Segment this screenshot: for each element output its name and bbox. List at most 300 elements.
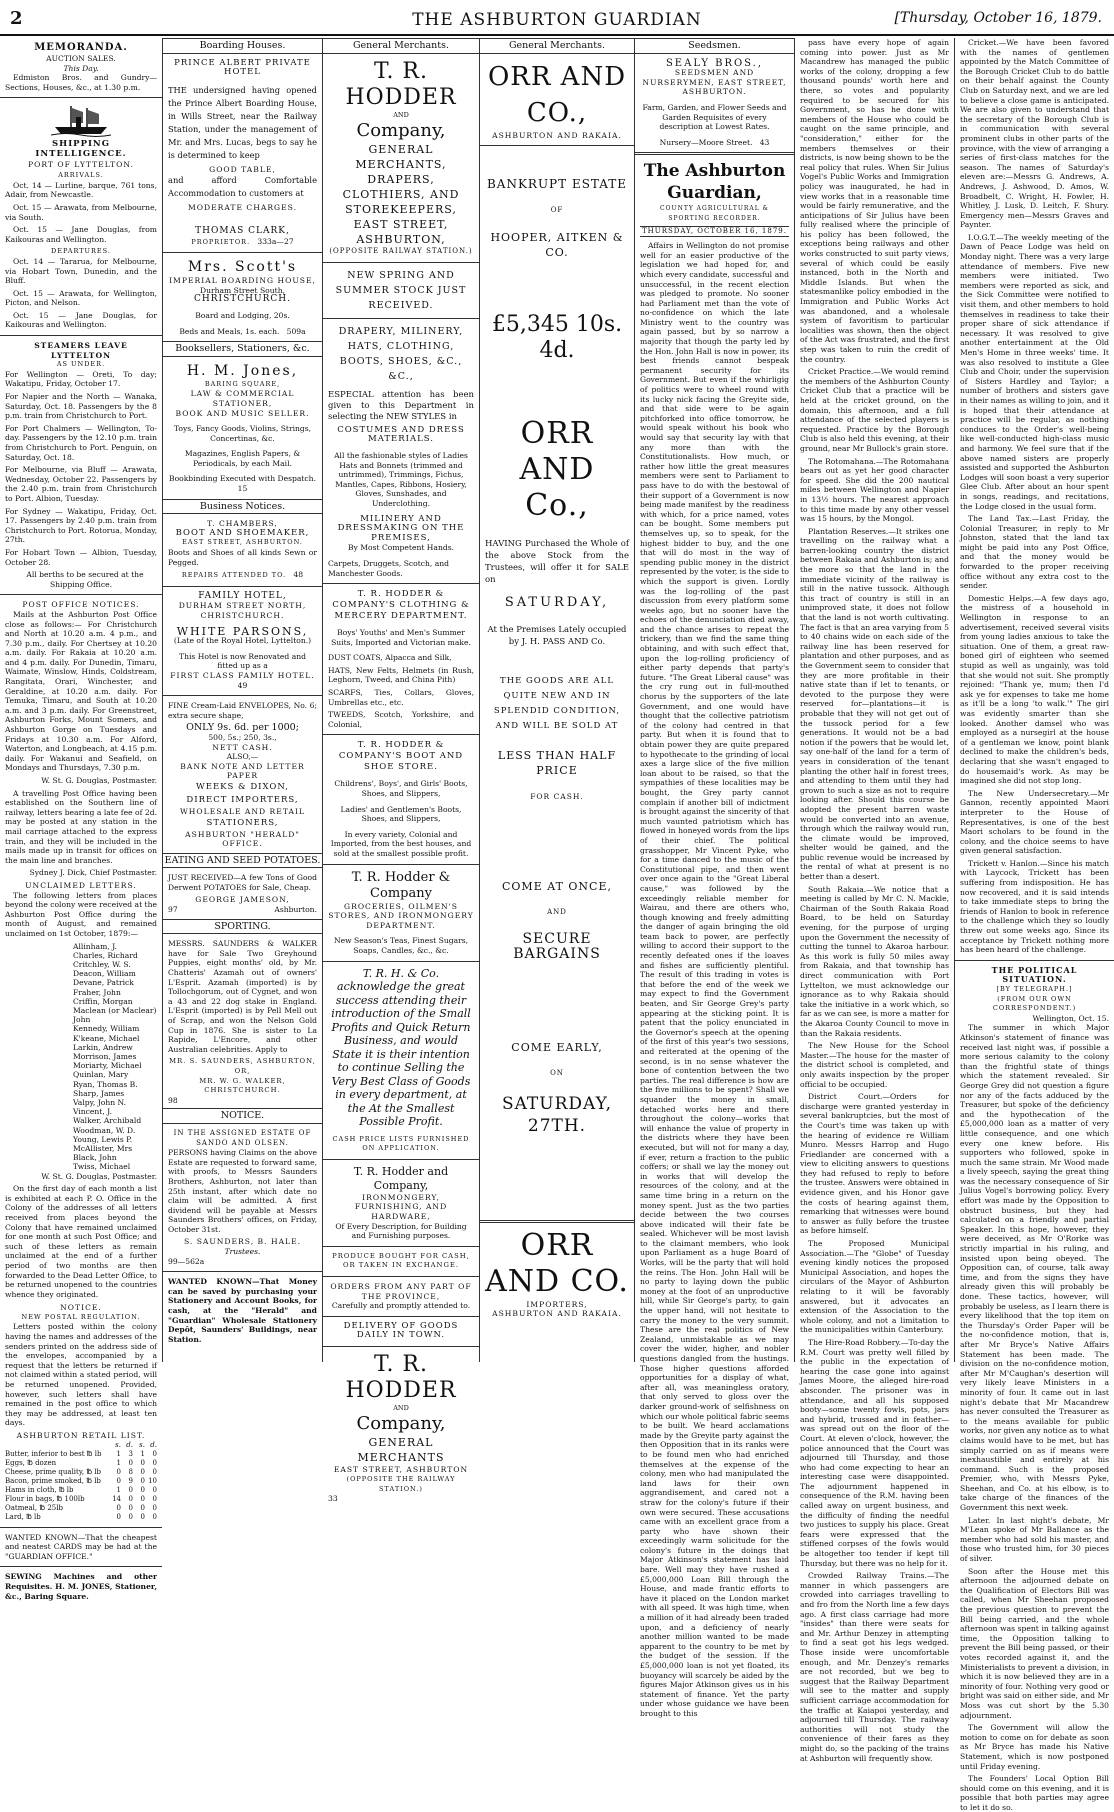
retail-value: 1 (116, 1458, 121, 1467)
retail-value: 0 (140, 1494, 145, 1503)
retail-value: 0 (128, 1503, 133, 1512)
retail-value: 1 (140, 1449, 145, 1458)
retail-item: Bacon, prime smoked, ℔ lb (5, 1476, 101, 1485)
this-day: This Day. (63, 63, 99, 73)
notice-sub: NEW POSTAL REGULATION. (21, 1312, 141, 1321)
milinery-sub: By Most Competent Hands. (347, 543, 455, 553)
arrival-item: Oct. 14 — Lurline, barque, 761 tons, Adair, from Newcastle. (5, 180, 157, 200)
delivery: DELIVERY OF GOODS DAILY IN TOWN. (343, 1320, 459, 1341)
retail-value: 0 (128, 1494, 133, 1503)
unclaimed-name: Ryan, Thomas B. (73, 1079, 138, 1089)
column-1 (0, 38, 163, 1601)
news-paragraph: The Land Tax.—Last Friday, the Colonial Treasurer, in reply to Mr Johnston, stated that the land tax might be paid into any Post Office, and that the money would be forwarded to the proper receiving office without any extra cost to the sender. (960, 514, 1109, 591)
premises: At the Premises Lately occupied by J. H. PASS AND Co. (487, 624, 627, 647)
steamer-item: For Napier and the North — Wanaka, Saturday, Oct. 18. Passengers by the 8 p.m. train from Christchurch to Port. (5, 392, 157, 421)
every-desc: Of Every Description, for Building and Furnishing purposes. (335, 1221, 467, 1241)
ad-ref: 99—562a (168, 1256, 205, 1266)
of-label: OF (550, 206, 564, 215)
retail-row (5, 1495, 157, 1504)
leading-article-continued: pass have every hope of again coming into power. Just as Mr Macandrew has managed the public works of the colony, dropping a few thousand pounds' worth here and there, so votes and popularity required to be secured for his Government, so has he done with members of the House who could be caught on the same principle, and "consideration," either for the members themselves or their districts, is now being shown to be the real policy that rules. When Sir Julius Vogel's Public Works and Immigration policy was inaugurated, he had in view works that in a reasonable time would be fairly remunerative, and the anticipations of Sir Julius have been fully realised where the principle of his policy has been followed, the exceptions being railways and other works constructed to suit party views, several of which could be easily instanced, both in the North and Middle Islands. But when the statesmanlike policy embodied in the Immigration and Public Works Act was abandoned, and a wholesale system of favoritism to particular localities was shown, then the object of the Act was frustrated, and the first step was taken to ruin the credit of the country. (800, 38, 949, 364)
steamer-item: For Wellington — Oreti, To day; Wakatipu, Friday, October 17. (5, 369, 157, 389)
retail-value: 14 (112, 1494, 121, 1503)
news-paragraph: The Hire-Road Robbery.—To-day the R.M. Court was pretty well filled by the public in the expectation of hearing the case gone into against James Moore, the alleged hire-road absconder. The prisoner was in attendance, and all his supposed booty—some twenty fowls, pots, jars and hybrid, trussed and in feather—was spread out on the floor of the Court. At eleven o'clock, however, the police announced that the Court was adjourned till Thursday, and those who had come expecting to hear an interesting case were disappointed. The adjournment happened in consequence of the R.M. having been called away on urgent business, and the difficulty of finding the needful two justices to supply his place. Great fears were expressed that the stiffened corpses of the fowls would be altogether too tender if kept till Thursday, but there was no help for it. (800, 1337, 949, 1568)
departure-item: Oct. 14 — Tararua, for Melbourne, via Hobart Town, Dunedin, and the Bluff. (5, 256, 157, 286)
potato-text: JUST RECEIVED—A few Tons of Good Derwent POTATOES for Sale, Cheap. (168, 873, 317, 892)
seedsmen: SEEDSMEN AND NURSERYMEN, EAST STREET, ASHBURTON. (642, 68, 787, 97)
produce: PRODUCE BOUGHT FOR CASH, OR TAKEN IN EXCHANGE. (332, 1251, 470, 1270)
unclaimed-name: K'keane, Michael (73, 1033, 140, 1043)
jameson-name: GEORGE JAMESON, (195, 895, 290, 905)
hodder-company-2: T. R. Hodder and Company, (353, 1164, 449, 1192)
retail-item: Lard, ℔ lb (5, 1512, 41, 1521)
steamer-item: For Sydney — Wakatipu, Friday, Oct. 17. Passengers by 2.40 p.m. train from Christchurch to Port. Rotorua, Monday, 27th. (5, 506, 157, 545)
footer-company: Company, (356, 1413, 446, 1435)
scott-city: CHRISTCHURCH. (194, 294, 291, 305)
orr-title-2: ORR AND Co., (519, 415, 595, 523)
column-subheading: NOTICE. (163, 1108, 322, 1124)
footer-street: EAST STREET, ASHBURTON (333, 1465, 469, 1475)
column-heading: Seedsmen. (635, 38, 794, 54)
retail-row (5, 1504, 157, 1513)
jameson-place: Ashburton. (274, 905, 317, 915)
jones-toys: Toys, Fancy Goods, Violins, Strings, Concertinas, &c. (173, 424, 312, 443)
wanted-known-money: WANTED KNOWN—That Money can be saved by purchasing your Stationery and Account Books, for cash, at the "Herald" and "Guardian" Wholesale Stationery Depôt, Saunders' Buildings, near Station. (168, 1277, 317, 1344)
news-paragraph: Cricket.—We have been favored with the names of gentlemen appointed by the Match Committee of the Borough Cricket Club to do battle on their behalf against the County Club on Saturday next, and we are led to believe a close game is anticipated. We are also given to understand that the secretary of the Borough Club is in communication with several prominent clubs in other parts of the province, with the view of arranging a series of first-class matches for the season. The names of Saturday's eleven are:—Messrs G. Andrews, A. Andrews, J. Ashwood, D. Amos, W. Broadbelt, C. Wright, H. Fowler, H. Whitley, J. Lusk, D. Leitch, F. Shury. Emergency men—Messrs Graves and Paynter. (960, 38, 1109, 230)
retail-item: Flour in bags, ℔ 100lb (5, 1494, 85, 1503)
retail-value: 8 (128, 1467, 133, 1476)
unclaimed-name: Fraher, John (73, 987, 121, 997)
political-sub: [BY TELEGRAPH.] (996, 985, 1073, 993)
unclaimed-sign: W. St. G. Douglas, Postmaster. (41, 1171, 157, 1181)
news-paragraph: Cricket Practice.—We would remind the members of the Ashburton County Cricket Club that a practice will be held at the cricket ground, on the domain, this afternoon, and a full attendance of the selected players is requested. Practice by the Borough Club is also held this evening, at their ground, near Mr Bullock's grain store. (800, 367, 949, 453)
drapery: DRAPERY, MILINERY, HATS, CLOTHING, BOOTS, SHOES, &C., &C., (338, 325, 464, 382)
retail-value: 9 (128, 1476, 133, 1485)
unclaimed-name: Criffin, Morgan (73, 996, 133, 1006)
ad-ref: 98 (168, 1095, 178, 1105)
steamer-item: For Port Chalmers — Wellington, To-day. Passengers by the 12.10 p.m. train from Christchurch to Port. Penguin, on Saturday, Oct. 18. (5, 423, 157, 462)
wanted-known-cards: WANTED KNOWN—That the cheapest and neatest CARDS may be had at the "GUARDIAN OFFICE." (5, 1532, 157, 1561)
news-paragraph: Domestic Helps.—A few days ago, the mistress of a household in Wellington in response to an advertisement, received several visits from young ladies anxious to take the situation. One of them, a great raw-boned girl of eighteen who seemed stupid as well as ungainly, was told that she would not suit. She promptly rejoined: "Thank ye, mum; then I'd ask ye for expenses to take me home as it'll be a long 'to walk.'" The girl was evidently smarter than she looked. Another damsel who was employed as a nursegirl at the house of a gentleman we know, point blank declined to make the children's beds, declaring that she wasn't engaged to do housemaid's work. As may be imagined she did not stop long. (960, 593, 1109, 786)
news-paragraph: South Rakaia.—We notice that a meeting is called by Mr C. N. Mackle, Chairman of the South Rakaia Road Board, to be held on Saturday evening, for the purpose of urging upon the Government the necessity of cutting the tunnel to Akaroa harbour. As this work is fully 50 miles away from Rakaia, and that township has direct communication with Port Lyttelton, we must acknowledge our ignorance as to why Rakaia should take the initiative in a work which, so far as we can see, is more a matter for the Akaroa County Council to move in than the Rakaia residents. (800, 884, 949, 1038)
unclaimed-name: Walker, Archibald (73, 1116, 142, 1126)
unclaimed-name: McAllister, Mrs (73, 1143, 133, 1153)
clothing-item: HATS, New Felts, Helmets (in Rush, Leghorn, Tweed, and China Pith) (328, 665, 474, 685)
political-paragraph: The Founders' Local Option Bill should come on this evening, and it is possible that both parties may agree to let it do so. (960, 1774, 1109, 1812)
column-7 (955, 38, 1114, 1812)
new-spring: NEW SPRING AND SUMMER STOCK JUST RECEIVED. (335, 269, 467, 311)
also: ALSO,— (226, 752, 259, 762)
retail-row (5, 1468, 157, 1477)
unclaimed-name: Twiss, Michael (73, 1162, 131, 1172)
jones-mags: Magazines, English Papers, & Periodicals, by each Mail. (184, 449, 301, 468)
unclaimed-name: Allinham, J. (73, 941, 117, 951)
nursery: Nursery—Moore Street. (659, 137, 753, 147)
retail-value: 0 (140, 1503, 145, 1512)
unclaimed-text-2: On the first day of each month a list is exhibited at each P. O. Office in the Colony of the addresses of all letters received from places beyond the Colony that have remained unclaimed for one month at such Post Office; and such of these letters as remain unclaimed at the end of a further period of two months are then forwarded to the Dead Letter Office, to be returned unopened to the countries whence they originated. (5, 1184, 157, 1299)
unclaimed-name: Larkin, Andrew (73, 1042, 133, 1052)
retail-value: 0 (152, 1485, 157, 1494)
family-title: FAMILY HOTEL, (198, 590, 287, 601)
saturday: SATURDAY, (504, 594, 610, 610)
clothing-text: Boys' Youths' and Men's Summer Suits, Imported and Victorian make. (331, 628, 471, 647)
unclaimed-title: UNCLAIMED LETTERS. (25, 880, 137, 890)
ad-ref: 333a—27 (257, 236, 294, 246)
jones-binding: Bookbinding Executed with Despatch. (168, 474, 316, 484)
scott-street: Durham Street South, (200, 285, 285, 295)
auction-text: Edmiston Bros. and Gundry—Sections, Houses, &c., at 1.30 p.m. (5, 73, 157, 92)
come-early: COME EARLY, (511, 1040, 603, 1054)
boot-text-2: Ladies' and Gentlemen's Boots, Shoes, and Slippers, (340, 804, 462, 824)
retail-value: 0 (152, 1503, 157, 1512)
east-street: EAST STREET, ASHBURTON, (353, 218, 449, 247)
scott-board: Board and Lodging, 20s. (195, 310, 290, 320)
good-table: GOOD TABLE, (209, 164, 276, 174)
retail-value: 0 (152, 1449, 157, 1458)
hodder-company: T. R. Hodder & Company (351, 869, 451, 901)
estate-amount: £5,345 10s. 4d. (491, 311, 623, 363)
on-label: ON (550, 1068, 564, 1077)
paper-sub: COUNTY AGRICULTURAL & SPORTING RECORDER. (660, 205, 769, 222)
chambers-repairs: REPAIRS ATTENDED TO. (181, 571, 287, 580)
jones-law: LAW & COMMERCIAL STATIONER, (190, 389, 295, 408)
storekeepers: STOREKEEPERS, (345, 203, 457, 217)
steamers-note: All berths to be secured at the Shipping Office. (26, 570, 144, 589)
retail-item: Eggs, ℔ dozen (5, 1458, 57, 1467)
chambers-trade: BOOT AND SHOEMAKER, (175, 527, 310, 538)
fashionable-text: All the fashionable styles of Ladies Hats and Bonnets (trimmed and untrimmed), Trimmings, Fichus, Mantles, Capes, Ribbons, Hosiery, Gloves, Sunshades, and Underclothing. (334, 450, 468, 508)
hodder-name: T. R. HODDER (345, 58, 457, 110)
column-subheading: Booksellers, Stationers, &c. (163, 341, 322, 357)
clothing-item: DUST COATS, Alpacca and Silk, (328, 653, 452, 663)
issue-date: [Thursday, October 16, 1879. (894, 10, 1102, 26)
political-title: THE POLITICAL SITUATION. (991, 964, 1078, 985)
chambers-name: T. CHAMBERS, (207, 519, 278, 529)
auction-title: AUCTION SALES. (46, 54, 116, 63)
retail-row (5, 1459, 157, 1468)
masthead (0, 0, 1114, 36)
column-3 (323, 38, 480, 1504)
ad-ref: 97 (168, 905, 178, 915)
news-paragraph: Crowded Railway Trains.—The manner in which passengers are crowded into carriages travelling to and fro from the North line a few days ago. A first class carriage had more "insides" than there were seats for and Mr. Arthur Denzey in attempting to find a seat got his legs wedged. Those inside were uncomfortable enough, and Mr. Denzey's remarks are not recorded, but we beg to suggest that the Railway Department will see to the matter and supply sufficient carriage accommodation for the traffic at Kaiapoi yesterday, and adjourned till Thursday. The railway authorities will not study the convenience of their fares as they might do, so the packing of the trains at Ashburton will frequently show. (800, 1571, 949, 1763)
unclaimed-name: Charles, Richard (73, 950, 138, 960)
footer-hodder: T. R. HODDER (345, 1351, 457, 1403)
milinery: MILINERY AND DRESSMAKING ON THE PREMISES, (337, 513, 465, 543)
jones-book: BOOK AND MUSIC SELLER. (175, 408, 310, 418)
retail-value: 0 (152, 1458, 157, 1467)
retail-item: Butter, inferior to best ℔ lb (5, 1449, 102, 1458)
prince-albert-text-2: and afford Comfortable Accommodation to customers at (168, 175, 317, 199)
retail-item: Cheese, prime quality, ℔ lb (5, 1467, 102, 1476)
column-subheading: EATING AND SEED POTATOES. (163, 853, 322, 869)
scott-title: Mrs. Scott's (187, 259, 298, 276)
saturday-27th: SATURDAY, 27TH. (501, 1093, 613, 1136)
political-paragraph: Soon after the House met this afternoon the adjourned debate on the Qualification of Electors Bill was called, when Mr Sheehan proposed the previous question to prevent the Bill being carried, and the whole afternoon was spent in talking against time, the Opposition talking to prevent the Bill being passed, or their votes recorded against it, and the Ministerialists to prevent a division, in which it is now believed they are in a minority of four. Nothing very good or bright was said on either side, and Mr Moss was cut short by the 5.30 adjournment. (960, 1566, 1109, 1720)
chambers-text: Boots and Shoes of all kinds Sewn or Pegged. (168, 548, 317, 567)
for-cash: FOR CASH. (530, 791, 584, 801)
drapers: DRAPERS, CLOTHIERS, AND (342, 173, 460, 202)
prince-albert-text: THE undersigned having opened the Prince Albert Boarding House, in Wills Street, near the Railway Station, under the management of Mr. and Mrs. Lucas, begs to say he is determined to keep (168, 84, 317, 160)
political-dateline: Wellington, Oct. 15. (1032, 1013, 1109, 1023)
proprietor-label: PROPRIETOR. (191, 237, 251, 246)
prince-albert-title: PRINCE ALBERT PRIVATE HOTEL (174, 57, 311, 78)
news-paragraph: I.O.G.T.—The weekly meeting of the Dawn of Peace Lodge was held on Monday night. There was a very large attendance of members. Five new members were initiated. Two members were reported as sick, and the Sick Committee were notified to visit them, and other members to hold themselves in readiness to take their proper share of sick attendance if necessary. It was resolved to give another entertainment at the Old Men's Home in three weeks' time. It was also resolved to institute a Glee Club and Choir, under the supervision of Sisters Hardley and Taylor; a number of brothers and sisters gave in their names as willing to join, and it is hoped that their attendance at practice will be regular, as nothing conduces to the Order's well-being like well-conducted high-class music and harmony. We feel sure that if the above named sisters are properly assisted and supported the Ashburton Lodges will soon boast a very superior Glee Club. After about an hour spent in songs, readings, and recitations, the Lodge closed in the usual form. (960, 232, 1109, 511)
retail-value: 0 (116, 1503, 121, 1512)
ad-ref: 15 (237, 484, 248, 494)
column-6 (795, 38, 955, 1763)
retail-col-head: d. (150, 1440, 157, 1449)
boot-title: T. R. HODDER & COMPANY'S BOOT AND SHOE STORE. (338, 740, 464, 773)
departure-item: Oct. 15 — Arawata, for Wellington, Picton, and Nelson. (5, 288, 157, 308)
unclaimed-name: Kennedy, William (73, 1024, 140, 1034)
having-purchased: HAVING Purchased the Whole of the above Stock from the Trustees, will offer it for SALE on (485, 538, 629, 585)
leading-article: Affairs in Wellington do not promise well for an easier productive of the legislation we had hoped for, and which every candidate, successful and unsuccessful, in the recent election was pledged to promote. No sooner had Parliament met than the vote of no-confidence on which the late Ministry went to the country was again passed, but by so narrow a majority that though the party led by the Hon. John Hall is now in power, its best friends cannot bespeak permanent security for its Government. But even if the whirligig of politics were to wheel round with its lucky nick facing the Greyite side, and that side were to be again pitchforked into office tomorrow, he would speak without his book who would say that security lay with that any more than with the Constitutionalists. How much, or rather how little the great measures members were sent to Parliament to pass have to do with the bestowal of their support of a Government is now being made manifest by the readiness with which, for a price named, votes can be bought. Some members put themselves up, so to speak, for the highest bidder to buy, and the one that will do most in the way of spending public money in the district represented by the voter, is the side to which the support is given. Lordly was the log-rolling of the past discussion from every platform some weeks ago, but no sooner have the echoes of the denunciation died away, and the chance arises to repeat the trickery, than we find the same thing obtaining, and with such effect that, upon the log-rolling proficiency of either party depends that party's future. "The Great Liberal cause" was the cry rung out in full-mouthed chorus by the supporters of the late Government, and one would have thought that the collective patriotism of the colony had centred in that party. But when it is found that to obtain power they are quite prepared to hypothecate to the grinding of local axes a large slice of the five million loan about to be raised, so that the sympathies of these localities may be bought, the Grey party cannot complain if another bill of indictment is brought against the sincerity of that much vaunted patriotism which has flowed in honeyed words from the lips of their chief. The political grasshopper, Mr Vincent Pyke, who for a time danced to the music of the Constitutional pipe, and then went over once again to the "Great Liberal cause," was followed by the exceedingly reliable member for Wairau, and there are others who, though knowing and freely admitting the danger of again bringing the old team back to power, are perfectly willing to accord their support to the recently defeated ones if the loaves and fishes are sufficiently plentiful. The result of this trading in votes is that before the end of the week we may expect to find the Government beaten, and Sir George Grey's party appearing at the sticking point. It is patent that the policy enunciated in the Governor's speech at the opening of the first of this year's two sessions, and reiterated at the opening of the second, is in no sense whatever the bone of contention between the two parties. The real difference is how are the five millions to be spent? Shall we squander the money in small, detached works here and there throughout the colony—works that will enhance the value of property in the districts where they have been executed, but will not for many a day, if ever, return a fraction to the public coffers; or shall we lay the money out in works that will develop the resources of the colony, and at the same time bring in a return on the money spent. Just as the two parties decide between the two courses above indicated will their fate be sealed. Whichever will be most lavish to the claimant members, who look upon Parliament as a huge Board of Works, will be the party that will hold the reins. The Hon. John Hall will be no party to laying down the public money at the foot of an unproductive hill, while Sir George's party, to gain the upper hand, will not hesitate to carry the money to the very summit. These are the real politics of New Zealand, unmistakable as we may cover the wider, higher, and nobler questions dangled from the hustings. Those higher questions afforded opportunities for a display of what, after all, was meaningless oratory, that only served to gloss over the darker ground-work of selfishness on which our whole political fabric seems to be built. We heard acclamations made by the Greyite party against the then Opposition that in its ranks were to be found men who had enriched themselves at the expense of the colony, men who had manipulated the land laws for their own aggrandisement, and cared not a straw for the colony's future if their own were secured. These accusations came with an excellent grace from a party who have shown their exceedingly warm solicitude for the colony's future in the doings that Major Atkinson's statement has laid bare. Well may they have rushed a £5,000,000 Loan Bill through the House, and made frantic efforts to have it placed on the London market with all speed. It was high time, when a million of it had already been traded upon, and a deficiency of nearly another million wanted to be made apparent to the country to be met by the budget of the session. If the £5,000,000 loan is not yet floated, its buoyancy will scarcely be aided by the figures Major Atkinson gives us in his statement of finance. Yet the party under whose guidance we have been brought to this (640, 241, 789, 1718)
weeks-dixon: WEEKS & DIXON, (196, 781, 289, 792)
goods-text: THE GOODS ARE ALL QUITE NEW AND IN SPLENDID CONDITION, AND WILL BE SOLD AT (493, 675, 621, 731)
unclaimed-name: Critchley, W. S. (73, 959, 131, 969)
secure-bargains: SECURE BARGAINS (513, 930, 601, 962)
ad-ref: 33 (328, 1494, 338, 1504)
column-heading: General Merchants. (323, 38, 479, 54)
unclaimed-name: Sharp, James (73, 1088, 125, 1098)
ironmongery: IRONMONGERY, FURNISHING, AND HARDWARE, (354, 1192, 448, 1221)
orr-title-3: ORR AND CO. (485, 1227, 629, 1299)
retail-value: 0 (152, 1494, 157, 1503)
footer-opposite: (OPPOSITE THE RAILWAY STATION.) (346, 1475, 456, 1493)
herald-office: ASHBURTON "HERALD" OFFICE. (185, 829, 300, 849)
column-heading: General Merchants. (480, 38, 634, 54)
proprietor-name: THOMAS CLARK, (195, 225, 290, 236)
retail-value: 0 (116, 1512, 121, 1521)
ship-icon (51, 103, 111, 137)
unclaimed-name: Vincent, J. (73, 1107, 113, 1117)
and-label: AND (547, 908, 567, 917)
political-paragraph: Later. In last night's debate, Mr M'Lean spoke of Mr Ballance as the member who had sold his master, and those who trusted him, for 30 pieces of silver. (960, 1515, 1109, 1564)
sporting-sign-2: MR. W. G. WALKER, CHRISTCHURCH. (199, 1076, 286, 1095)
unclaimed-name: Valpy, John N. (73, 1097, 127, 1107)
retail-title: ASHBURTON RETAIL LIST. (16, 1431, 146, 1441)
retail-col-head: s. (115, 1440, 121, 1449)
memoranda-title: MEMORANDA. (34, 42, 128, 53)
less-than-half: LESS THAN HALF PRICE (497, 748, 617, 777)
news-paragraph: District Court.—Orders for discharge were granted yesterday in several bankruptcies, but the most of the Court's time was taken up with the hearing of evidence re William Munro. Messrs Harrop and Hugo Friedlander are concerned with a view to eliciting answers to questions they had refused to reply to before the trustee. Answers were obtained in evidence given, and his Honor gave the costs of hearing against them, remarking that witnesses were bound to answer as fully before the trustee as before himself. (800, 1092, 949, 1236)
carpets: Carpets, Druggets, Scotch, and Manchester Goods. (328, 558, 450, 578)
notice-text: Letters posted within the colony having the names and addresses of the senders printed on the address side of the envelopes, accompanied by a request that the letters be returned if not claimed within a stated period, will be returned unopened. Provided, however, such letters shall have remained in the post office to which they may be addressed, at least ten days. (5, 1322, 157, 1428)
retail-row (5, 1486, 157, 1495)
come-at-once: COME AT ONCE, (502, 880, 612, 894)
post-text-2: A travelling Post Office having been established on the Southern line of railway, letters bearing a late fee of 2d. may be posted at any station in the mail carriage attached to the express train, and they will be included in the mails made up in transit for offices on the main line and branches. (5, 788, 157, 865)
and-label: AND (393, 110, 409, 119)
political-paragraph: The summer in which Major Atkinson's statement of finance was received last night was, if possible a more serious calamity to the colony than the frightful state of things which the statement revealed. Sir George Grey did not question a figure nor any of the facts adduced by the Treasurer, but spoke of the deficiency and the hypothecation of the £5,000,000 loan as a matter of very little consequence, and one which every one knew before. His supporters who followed, spoke in much the same strain. Mr Wood made a lively speech, saying the great thing was the necessary consequence of Sir Julius Vogel's borrowing policy. Every effort was made by the Opposition to obstruct business, but they had calculated on a friendly and partial Speaker. In this hope, however, they were deceived, as Mr O'Rorke was strictly impartial in his ruling, and insisted upon being obeyed. The Opposition can, of course, talk away time, and from the signs they have already given this will probably be done. These tactics, however, will probably be useless, as I learn there is every likelihood that the top item on the Thursday's Order Paper will be the no-confidence motion, that is, after Mr Bryce's Native Affairs Statement has been made. The division on the no-confidence motion, after Mr M'Caughan's desertion will very likely leave Ministers in a minority of four. It came out in last night's debate that Mr Macandrew has never consulted the Treasurer as to the means available for public works, nor given any notice as to what claims would have to be met, but has simply carried on as if means were inexhaustible and entirely at his command. Such is the proposed Premier, who, with Messrs Pyke, Sheehan, and Co. at his elbow, is to take charge of the finances of the Government this next week. (960, 1023, 1109, 1513)
especial-text: ESPECIAL attention has been given to this Department in selecting the NEW STYLES in (328, 389, 474, 422)
political-sub-2: (FROM OUR OWN CORRESPONDENT.) (992, 994, 1077, 1013)
ad-ref: 49 (237, 680, 248, 690)
notice-title: NOTICE. (60, 1303, 102, 1313)
unclaimed-name: Maclean (or Maclear) John (73, 1005, 157, 1025)
teas: New Season's Teas, Finest Sugars, Soaps, Candles, &c., &c. (333, 936, 469, 955)
retail-col-head: d. (126, 1440, 133, 1449)
bankrupt-estate: BANKRUPT ESTATE (486, 177, 628, 192)
retail-row (5, 1513, 157, 1522)
arrival-item: Oct. 15 — Jane Douglas, from Kaikouras and Wellington. (5, 225, 157, 244)
post-sign-2: Sydney J. Dick, Chief Postmaster. (29, 868, 157, 878)
jones-name: H. M. Jones, (186, 362, 299, 379)
news-paragraph: The Rotomahana.—The Rotomahana bears out as yet her good character for speed. She did the 200 nautical miles between Wellington and Napier in 13½ hours. The nearest approach to this time made by any other vessel was 15 hours, by the Mongol. (800, 456, 949, 524)
unclaimed-names (5, 942, 157, 1172)
trustees-label: Trustees. (224, 1247, 261, 1257)
opposite-station: (OPPOSITE RAILWAY STATION.) (329, 247, 473, 256)
notice-text: PERSONS having Claims on the above Estate are requested to forward same, with proofs, to Messrs Saunders Brothers, Ashburton, not later than 25th instant, after which date no claim will be admitted. A first dividend will be payable at Messrs Saunders Brothers' offices, on Friday, October 31st. (168, 1148, 317, 1234)
costumes: COSTUMES AND DRESS MATERIALS. (337, 424, 465, 445)
sporting-sign-1: MR. S. SAUNDERS, ASHBURTON, OR, (169, 1057, 316, 1075)
direct-importers: DIRECT IMPORTERS, (186, 794, 299, 805)
retail-item: Hams in cloth, ℔ lb (5, 1485, 74, 1494)
paper-title: The Ashburton Guardian, (643, 161, 786, 204)
departures-title: DEPARTURES. (51, 247, 111, 256)
retail-item: Oatmeal, ℔ 25lb (5, 1503, 63, 1512)
post-title: POST OFFICE NOTICES. (22, 600, 140, 610)
retail-value: 0 (128, 1485, 133, 1494)
retail-value: 0 (116, 1476, 121, 1485)
departure-item: Oct. 15 — Jane Douglas, for Kaikouras and Wellington. (5, 310, 157, 330)
shipping-title: SHIPPING INTELLIGENCE. (35, 139, 127, 159)
page-number: 2 (10, 8, 23, 29)
family-city: CHRISTCHURCH. (200, 611, 285, 620)
orders-sub: Carefully and promptly attended to. (331, 1301, 471, 1311)
retail-value: 0 (152, 1512, 157, 1521)
unclaimed-name: Morrison, James (73, 1051, 137, 1061)
unclaimed-name: Devane, Patrick (73, 978, 134, 988)
column-5 (635, 38, 795, 1718)
clothing-item: TWEEDS, Scotch, Yorkshire, and Colonial, (328, 710, 474, 729)
ad-ref: 48 (293, 570, 304, 580)
retail-value: 10 (148, 1476, 157, 1485)
news-paragraph: The New House for the School Master.—The house for the master of the district school is completed, and only awaits inspection by the proper official to be occupied. (800, 1041, 949, 1089)
unclaimed-text: The following letters from places beyond the colony were received at the Ashburton Post Office during the month of August, and remained unclaimed on 1st October, 1879:— (5, 890, 157, 938)
nett-cash: NETT CASH. (212, 742, 273, 752)
retail-table (5, 1441, 157, 1522)
retail-value: 0 (140, 1512, 145, 1521)
wp-class: FIRST CLASS FAMILY HOTEL. (170, 670, 315, 680)
newspaper-title: THE ASHBURTON GUARDIAN (412, 10, 702, 30)
scott-sub: IMPERIAL BOARDING HOUSE, (169, 276, 316, 286)
groceries: GROCERIES, OILMEN'S STORES, AND IRONMONGERY DEPARTMENT. (328, 901, 474, 930)
unclaimed-name: Deacon, William (73, 969, 136, 979)
retail-value: 0 (140, 1458, 145, 1467)
trustees-names: S. SAUNDERS, B. HALE. (183, 1237, 302, 1247)
scott-beds: Beds and Meals, 1s. each. (179, 326, 280, 336)
footer-and: AND (393, 1403, 409, 1412)
stationers: STATIONERS, (206, 817, 279, 828)
boot-text-3: In every variety, Colonial and Imported, from the best houses, and sold at the smallest possible profit. (330, 829, 472, 858)
notice-estate: IN THE ASSIGNED ESTATE OF SANDO AND OLSEN. (173, 1128, 312, 1147)
footer-general: GENERAL MERCHANTS (357, 1436, 445, 1465)
clothing-item: SCARFS, Ties, Collars, Gloves, Umbrellas etc., etc. (328, 688, 474, 707)
retail-value: 0 (116, 1467, 121, 1476)
company-label: Company, (356, 120, 446, 142)
chambers-street: EAST STREET, ASHBURTON. (182, 538, 303, 547)
column-subheading: SPORTING. (163, 919, 322, 935)
general-merchants: GENERAL MERCHANTS, (355, 143, 447, 172)
arrival-item: Oct. 15 — Arawata, from Melbourne, via South. (5, 202, 157, 222)
ad-ref: 43 (759, 137, 770, 147)
post-text: Mails at the Ashburton Post Office close as follows:— For Christchurch and North at 10.20 a.m. 4 p.m., and 7.30 p.m., daily. For Chertsey at 10.20 a.m. daily. For Rakaia at 10.20 a.m. and 4 p.m. daily. For Dunedin, Timaru, Waimate, Winslow, Hinds, Coldstream, Rangitata, Orari, Winchester, and Geraldine, at 10.20 a.m. daily. For Temuka, Timaru, and South at 10.20 a.m. and 3 p.m. daily. For Greenstreet, Ashburton Forks, Mount Somers, and Ashburton Gorge on Tuesdays and Fridays at 10.30 a.m. For Alford, Waterton, and Longbeach, at 4.15 p.m. daily. For Wakanui and Seafield, on Mondays and Thursdays, 7.30 p.m. (5, 609, 157, 773)
unclaimed-name: Black, John (73, 1153, 117, 1163)
retail-value: 0 (152, 1467, 157, 1476)
seed-text: Farm, Garden, and Flower Seeds and Garden Requisites of every description at Lowest Rates. (642, 102, 787, 132)
importers: IMPORTERS, (526, 1299, 588, 1309)
orr-place-2: ASHBURTON AND RAKAIA. (492, 1309, 622, 1319)
unclaimed-name: Woodman, W. D. (73, 1125, 136, 1135)
envelopes-price: ONLY 9s. 6d. per 1000; (186, 722, 299, 734)
bank-note: BANK NOTE AND LETTER PAPER (180, 761, 305, 781)
news-paragraph: Plantation Reserves.—It strikes one travelling on the railway what a barren-looking country the district between Rakaia and Ashburton is; and the more so that the land in the immediate vicinity of the railway is still in the native tussock. Although this tract of country is still in an unimproved state, it does not follow that the land is not worth cultivating. The fact is that an area varying from 5 to 40 chains wide on each side of the railway line has been reserved for plantation and other purposes, and as the Government seem to consider that they are more profitable in their native state than if let to tenants, or devoted to the purpose they were reserved for—plantations—it is probable that they will not get out of the tussock period for a few generations. It would not be a bad notion if the powers that be would let, say one-half of the land for a term of years in consideration of the tenant planting the other half in forest trees, and attending to them until they had grown to such a size as not to require looking after. Should this course be adopted the present barren waste would be converted into an avenue, through which the railway would run, the climate would be improved, shelter would be gained, and the public revenue would be increased by the rental of what at present is no better than a desert. (800, 526, 949, 882)
column-2 (163, 38, 323, 1362)
orders: ORDERS FROM ANY PART OF THE PROVINCE, (330, 1281, 472, 1301)
retail-value: 3 (128, 1449, 133, 1458)
news-paragraph: Trickett v. Hanlon.—Since his match with Laycock, Trickett has been suffering from indisposition. He has now recovered, and it is said intends to take immediate steps to bring the friends of Hanlon to book in reference to the challenge which they so loudly threw out some weeks ago. Since its acceptance by Trickett nothing more has been heard of the challenge. (960, 858, 1109, 955)
retail-value: 0 (128, 1458, 133, 1467)
boot-text-1: Childrens', Boys', and Girls' Boots, Shoes, and Slippers, (334, 779, 468, 799)
column-heading: Boarding Houses. (163, 38, 322, 54)
envelopes-text: FINE Cream-Laid ENVELOPES, No. 6; extra secure shape, (168, 701, 317, 720)
steamers-title: STEAMERS LEAVE LYTTELTON (34, 341, 128, 360)
political-paragraph: The Government will allow the motion to come on for debate as soon as Mr Bryce has made his Native Statement, which is now postponed until Friday evening. (960, 1723, 1109, 1771)
retail-value: 1 (116, 1485, 121, 1494)
envelopes-small: 500, 5s.; 250, 3s., (208, 732, 277, 742)
steamer-item: For Melbourne, via Bluff — Arawata, Wednesday, October 22. Passengers by the 2.40 p.m. train from Christchurch to Port. Albion, Tuesday. (5, 465, 157, 503)
clothing-title: T. R. HODDER & COMPANY'S CLOTHING & MERCERY DEPARTMENT. (332, 589, 470, 622)
retail-value: 1 (116, 1449, 121, 1458)
retail-value: 0 (140, 1467, 145, 1476)
retail-row (5, 1477, 157, 1486)
orr-title: ORR AND CO., (487, 61, 627, 128)
ad-ref: 509a (286, 326, 306, 336)
unclaimed-name: Young, Lewis P. (73, 1134, 133, 1144)
port-title: PORT OF LYTTELTON. (28, 159, 134, 169)
jones-square: BARING SQUARE, (204, 379, 281, 388)
retail-col-head: s. (139, 1440, 145, 1449)
arrivals-title: ARRIVALS. (58, 171, 104, 180)
post-sign: W. St. G. Douglas, Postmaster. (41, 776, 157, 785)
retail-row (5, 1450, 157, 1459)
wp-late: (Late of the Royal Hotel, Lyttelton.) (173, 636, 312, 646)
steamer-item: For Hobart Town — Albion, Tuesday, October 28. (5, 547, 157, 567)
sealy-bros: SEALY BROS., (665, 57, 764, 69)
sewing-machines: SEWING Machines and other Requisites. H. M. JONES, Stationer, &c., Baring Square. (5, 1572, 157, 1601)
cash-price: CASH PRICE LISTS FURNISHED ON APPLICATION. (332, 1134, 470, 1153)
sporting-text: MESSRS. SAUNDERS & WALKER have for Sale Two Greyhound Puppies, eight months' old, by Mr. Chatteris' Azamah out of owners' L'Esprit. Azamah (imported) is by Tollochgorum, out of Cygnet, and won a 43 and 22 dog stake in England. L'Esprit (imported) is by Pell Mell out of Scrap, and won the Nelson Gold Cup in 1876. She is sister to La Rapide, L'Encore, and other Australian celebrities. Apply to (168, 939, 317, 1054)
retail-value: 0 (128, 1512, 133, 1521)
wp-text: This Hotel is now Renovated and fitted up as a (179, 651, 306, 671)
retail-value: 0 (140, 1476, 145, 1485)
news-paragraph: The Proposed Municipal Association.—The "Globe" of Tuesday evening kindly notices the proposed Municipal Association, and hopes the circulars of the Mayor of Ashburton relating to it will be favorably answered, but it advocates an extension of the Association to the whole colony, and not a limitation to the municipalities within Canterbury. (800, 1239, 949, 1335)
wholesale-retail: WHOLESALE AND RETAIL (180, 806, 305, 816)
unclaimed-name: Quinlan, Mary (73, 1070, 129, 1080)
retail-value: 0 (140, 1485, 145, 1494)
column-subheading: Business Notices. (163, 499, 322, 515)
steamers-sub: AS UNDER. (56, 360, 106, 369)
paper-date: THURSDAY, OCTOBER 16, 1879. (640, 226, 789, 238)
trh-acknowledge: T. R. H. & Co. acknowledge the great success attending their introduction of the Small Profits and Quick Return Business, and would State it is their intention to continue Selling the Very Best Class of Goods in every department, at the At the Smallest Possible Profit. (331, 966, 471, 1129)
unclaimed-name: Moriarty, Michael (73, 1061, 142, 1071)
family-street: DURHAM STREET NORTH, (178, 601, 307, 611)
orr-place: ASHBURTON AND RAKAIA. (492, 130, 622, 140)
news-paragraph: The New Undersecretary.—Mr Gannon, recently appointed Maori interpreter to the House of Representatives, is one of the best Maori scholars to be found in the colony, and the choice seems to have given general satisfaction. (960, 788, 1109, 856)
moderate-charges: MODERATE CHARGES. (187, 203, 298, 213)
hooper-aitken: HOOPER, AITKEN & CO. (490, 230, 624, 259)
column-4 (480, 38, 635, 1362)
white-parsons: WHITE PARSONS, (176, 624, 309, 638)
